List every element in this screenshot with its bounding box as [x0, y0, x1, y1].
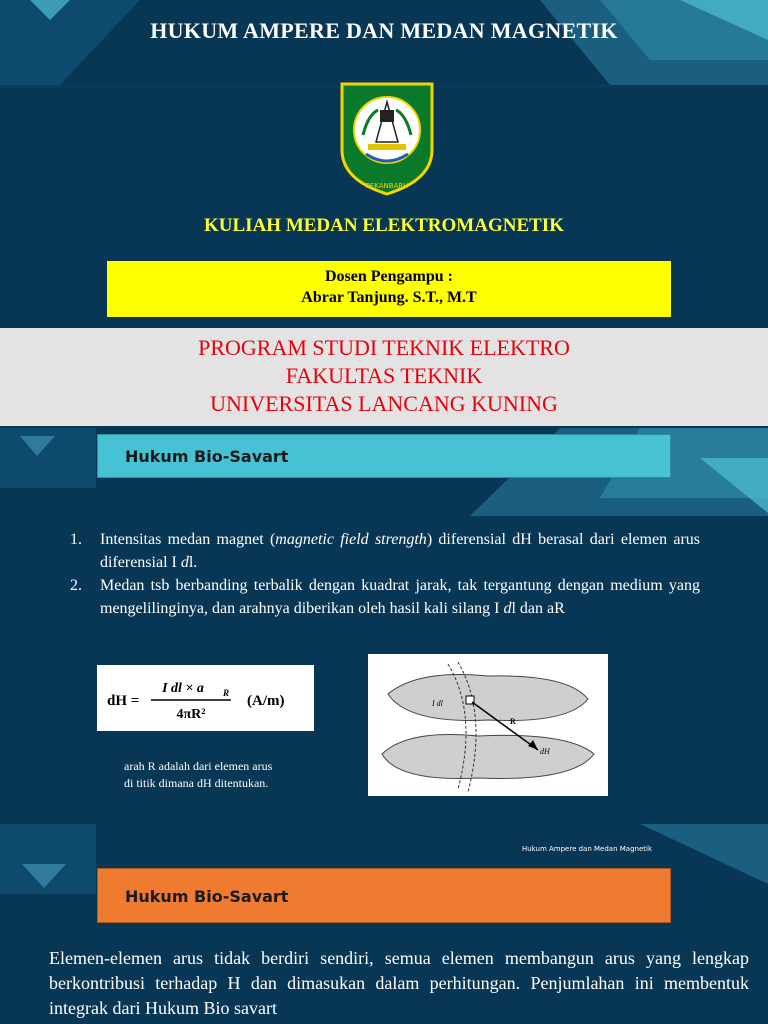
title-slide	[0, 0, 768, 428]
section-header: Hukum Bio-Savart	[97, 434, 671, 478]
bio-savart-slide-2	[0, 824, 768, 1024]
formula-note: arah R adalah dari elemen arus di titik dimana dH ditentukan.	[124, 759, 273, 790]
faculty-line: FAKULTAS TEKNIK	[285, 363, 483, 388]
svg-text:dH =: dH =	[107, 693, 140, 709]
body-paragraph: Elemen-elemen arus tidak berdiri sendiri, semua elemen membangun arus yang lengkap berkontribusi terhadap H dan dimasukan dalam perhitungan. Penjumlahan ini membentuk integrak dari Hukum Bio savart	[49, 948, 749, 1018]
slide-footer: Hukum Ampere dan Medan Magnetik	[521, 845, 652, 853]
section-header: Hukum Bio-Savart	[97, 868, 671, 923]
lecturer-box	[107, 261, 671, 317]
svg-text:R: R	[223, 688, 230, 698]
presentation-title: HUKUM AMPERE DAN MEDAN MAGNETIK	[150, 18, 618, 43]
program-banner	[0, 328, 768, 426]
biot-savart-formula	[97, 665, 314, 731]
list-item: 2. Medan tsb berbanding terbalik dengan kuadrat jarak, tak tergantung dengan medium yang mengelilinginya, dan arahnya diberikan oleh hasil kali silang I dl dan aR	[70, 577, 700, 617]
bio-savart-slide-1	[0, 428, 768, 824]
bio-savart-list	[70, 528, 700, 620]
university-line: UNIVERSITAS LANCANG KUNING	[210, 391, 558, 416]
current-element-figure	[368, 654, 608, 796]
lecturer-name: Abrar Tanjung. S.T., M.T	[301, 289, 477, 306]
svg-text:I dl × a: I dl × a	[162, 681, 204, 696]
program-line: PROGRAM STUDI TEKNIK ELEKTRO	[198, 335, 570, 360]
svg-text:I dl: I dl	[432, 699, 443, 708]
svg-text:PEKANBARU: PEKANBARU	[365, 182, 409, 190]
svg-text:R: R	[510, 717, 516, 726]
list-item: 1. Intensitas medan magnet (magnetic field strength) diferensial dH berasal dari elemen arus diferensial I dl.	[70, 531, 701, 571]
svg-text:4πR²: 4πR²	[176, 707, 206, 722]
lecturer-label: Dosen Pengampu :	[324, 268, 453, 285]
university-logo	[338, 80, 436, 196]
svg-text:(A/m): (A/m)	[247, 693, 285, 709]
svg-text:dH: dH	[540, 747, 550, 756]
course-title: KULIAH MEDAN ELEKTROMAGNETIK	[204, 215, 564, 236]
